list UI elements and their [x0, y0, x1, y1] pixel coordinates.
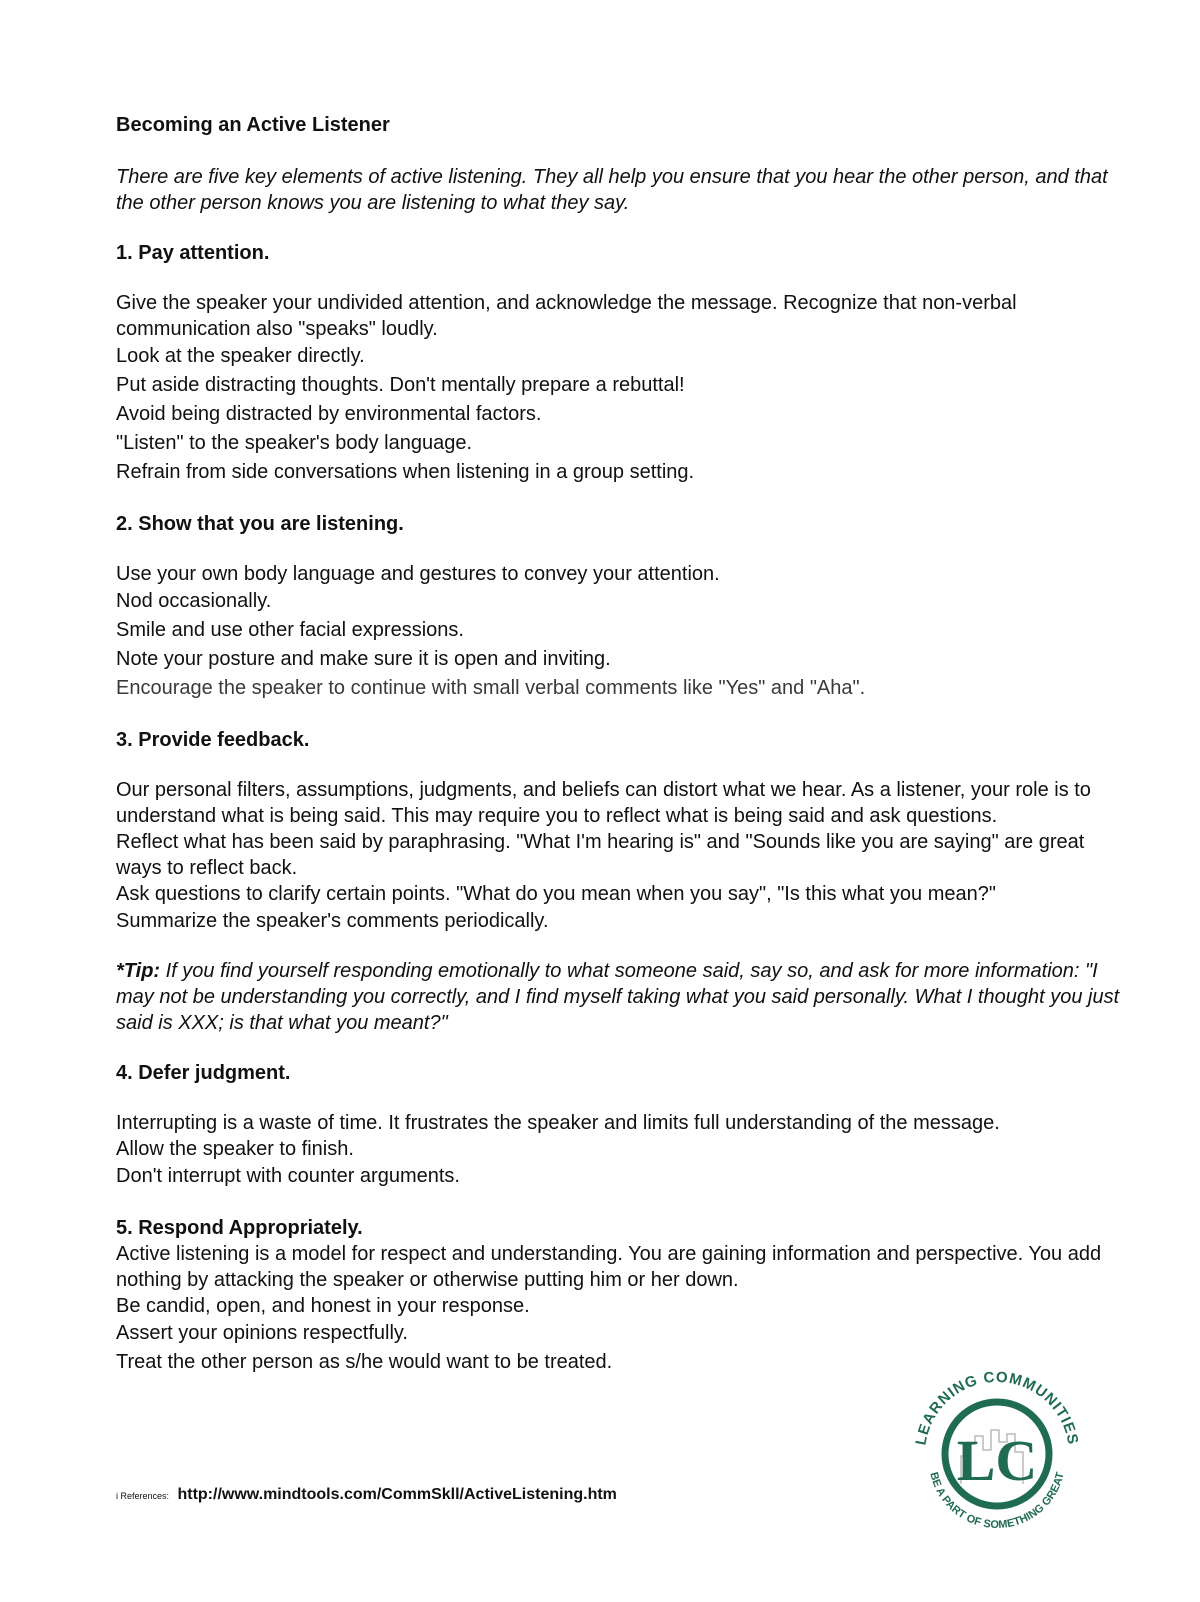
document-page [116, 112, 1126, 1377]
section-show-listening [116, 511, 1126, 703]
list-item: Assert your opinions respectfully. [116, 1322, 408, 1344]
list-item: Summarize the speaker's comments periodically. [116, 910, 549, 932]
section-paragraph: Interrupting is a waste of time. It frustrates the speaker and limits full understanding of the message. [116, 1112, 1000, 1134]
tip-label: *Tip: [116, 960, 161, 982]
section-provide-feedback [116, 727, 1126, 1036]
logo-monogram: LC [956, 1428, 1038, 1493]
section-heading: 4. Defer judgment. [116, 1062, 291, 1084]
list-item: Be candid, open, and honest in your response. [116, 1295, 530, 1317]
section-pay-attention [116, 240, 1126, 487]
reference-label: i References: [116, 1491, 170, 1501]
section-heading: 1. Pay attention. [116, 242, 270, 264]
list-item: Ask questions to clarify certain points. "What do you mean when you say", "Is this what you mean?" [116, 883, 996, 905]
list-item: Note your posture and make sure it is open and inviting. [116, 648, 611, 670]
section-respond-appropriately [116, 1215, 1126, 1377]
intro-text: There are five key elements of active listening. They all help you ensure that you hear the other person, and that the other person knows you are listening to what they say. [116, 166, 1108, 214]
list-item: Encourage the speaker to continue with small verbal comments like "Yes" and "Aha". [116, 677, 866, 699]
list-item: Refrain from side conversations when listening in a group setting. [116, 461, 695, 483]
document-title: Becoming an Active Listener [116, 114, 390, 136]
section-heading: 5. Respond Appropriately. [116, 1217, 363, 1239]
section-paragraph: Use your own body language and gestures to convey your attention. [116, 563, 720, 585]
section-heading: 3. Provide feedback. [116, 729, 310, 751]
list-item: Avoid being distracted by environmental factors. [116, 403, 542, 425]
section-paragraph: Our personal filters, assumptions, judgments, and beliefs can distort what we hear. As a listener, your role is to understand what is being said. This may require you to reflect what is being said and ask questions. [116, 779, 1091, 827]
list-item: Put aside distracting thoughts. Don't mentally prepare a rebuttal! [116, 374, 685, 396]
section-defer-judgment [116, 1060, 1126, 1191]
list-item: Look at the speaker directly. [116, 345, 365, 367]
logo-bottom-text: BE A PART OF SOMETHING GREAT [927, 1470, 1067, 1532]
section-heading: 2. Show that you are listening. [116, 513, 404, 535]
list-item: Smile and use other facial expressions. [116, 619, 464, 641]
logo-top-text: LEARNING COMMUNITIES [912, 1368, 1082, 1447]
section-paragraph: Give the speaker your undivided attention, and acknowledge the message. Recognize that non-verbal communication also "speaks" loudly. [116, 292, 1017, 340]
list-item: Nod occasionally. [116, 590, 272, 612]
reference-link[interactable]: http://www.mindtools.com/CommSkll/ActiveListening.htm [177, 1486, 617, 1503]
list-item: Allow the speaker to finish. [116, 1138, 354, 1160]
tip-text: If you find yourself responding emotionally to what someone said, say so, and ask for more information: "I may not be understanding you correctly, and I find myself taking what you said personally. What I thought you just said is XXX; is that what you meant?" [116, 960, 1120, 1034]
list-item: "Listen" to the speaker's body language. [116, 432, 473, 454]
list-item: Treat the other person as s/he would want to be treated. [116, 1351, 613, 1373]
reference-footnote [116, 1486, 617, 1504]
list-item: Don't interrupt with counter arguments. [116, 1165, 460, 1187]
section-paragraph: Active listening is a model for respect and understanding. You are gaining information and perspective. You add nothing by attacking the speaker or otherwise putting him or her down. [116, 1243, 1102, 1291]
learning-communities-logo [903, 1360, 1091, 1548]
section-paragraph: Reflect what has been said by paraphrasing. "What I'm hearing is" and "Sounds like you are saying" are great ways to reflect back. [116, 831, 1085, 879]
tip-note [116, 958, 1126, 1036]
